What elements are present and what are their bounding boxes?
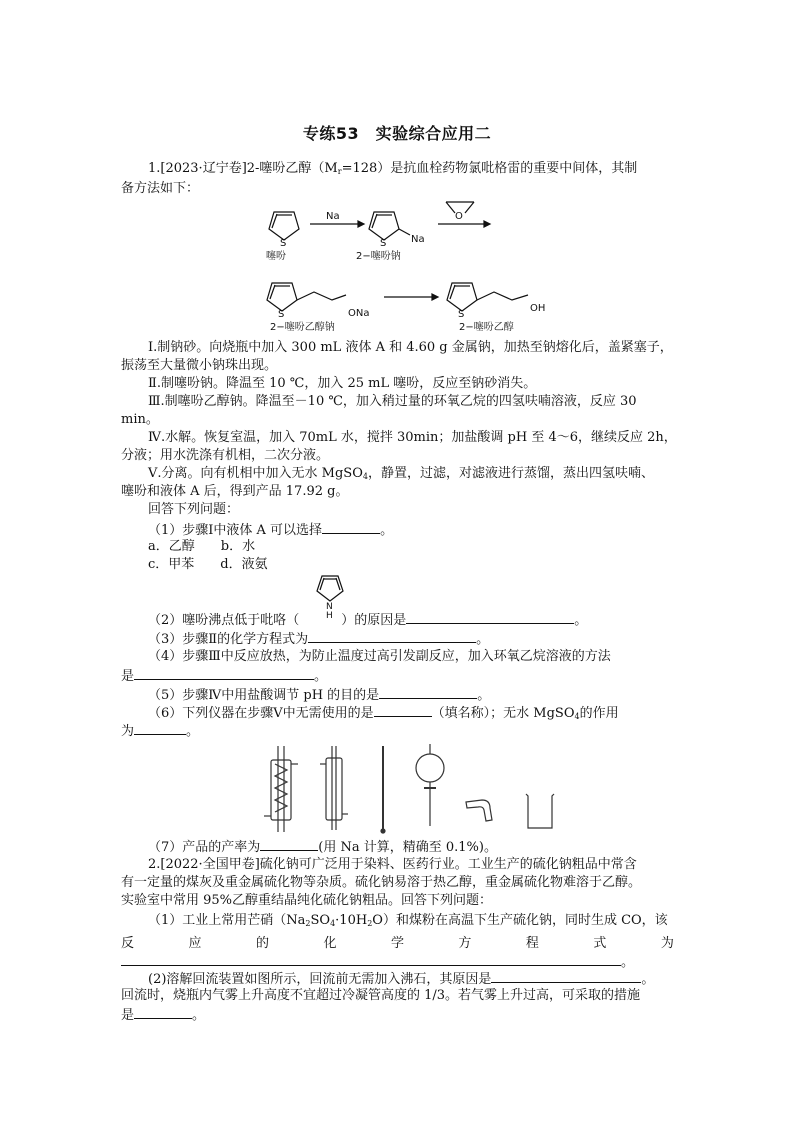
q2-sub1-word: 应 (188, 936, 202, 951)
step1-line1: Ⅰ.制钠砂。向烧瓶中加入 300 mL 液体 A 和 4.60 g 金属钠，加热至钠熔化后，盖紧塞子， (148, 340, 673, 355)
q1-sub6-text-cont2: 的作用 (579, 706, 619, 721)
s-atom-4: S (458, 309, 465, 320)
answer-blank[interactable] (260, 837, 318, 851)
option-c[interactable]: c．甲苯 (148, 557, 195, 572)
step5-text: Ⅴ.分离。向有机相中加入无水 MgSO (148, 466, 363, 481)
q1-sub2-text: （2）噻吩沸点低于吡咯（ (148, 613, 300, 628)
q2-sub1-sub2: 4 (330, 919, 336, 928)
step4-line1: Ⅳ.水解。恢复室温，加入 70mL 水，搅拌 30min；加盐酸调 pH 至 4～6，继续反应 2h， (148, 430, 677, 445)
q2-sub1-text3: ·10H (335, 913, 368, 928)
answer-blank[interactable] (134, 666, 314, 680)
q1-sub7-text: （7）产品的产率为 (148, 840, 261, 855)
q1-sub6-line1 (148, 703, 619, 726)
q2-intro-line3: 实验室中常用 95%乙醇重结晶纯化硫化钠粗品。回答下列问题： (121, 893, 493, 908)
q1-sub1-text: （1）步骤Ⅰ中液体 A 可以选择 (148, 523, 323, 538)
step1-line2: 振荡至大量微小钠珠出现。 (121, 358, 278, 373)
answer-blank[interactable] (308, 629, 476, 643)
q2-sub1-word: 为 (660, 936, 674, 951)
q1-sub6-line2 (121, 721, 199, 741)
q1-sub6-text-b: 为 (121, 724, 135, 739)
q1-sub4-line2 (121, 666, 327, 686)
q2-sub2-text: (2)溶解回流装置如图所示，回流前无需加入沸石，其原因是 (148, 972, 492, 987)
answer-blank[interactable] (406, 610, 574, 624)
q2-sub1-sub1: 2 (305, 919, 311, 928)
answer-blank[interactable] (379, 685, 477, 699)
answer-blank[interactable] (121, 952, 621, 966)
thiophene-ethoxide-structure (267, 283, 346, 311)
q1-sub7-end: (用 Na 计算，精确至 0.1%)。 (318, 840, 497, 855)
q1-sub6-end: 。 (186, 724, 200, 739)
q1-sub5-text: （5）步骤Ⅳ中用盐酸调节 pH 的目的是 (148, 688, 380, 703)
q1-sub2-end: 。 (574, 613, 588, 628)
epoxide-o-label: O (455, 211, 463, 222)
option-d[interactable]: d．液氨 (220, 557, 268, 572)
q2-sub1-word: 方 (458, 936, 472, 951)
separatory-funnel-icon (416, 744, 444, 826)
q2-sub2-end: 。 (192, 1008, 206, 1023)
reaction-scheme (0, 195, 794, 340)
page-title: 专练53 实验综合应用二 (302, 124, 492, 143)
oh-label: OH (530, 303, 546, 314)
q1-intro-text-cont: =128）是抗血栓药物氯吡格雷的重要中间体，其制 (341, 161, 638, 176)
q1-sub5-end: 。 (477, 688, 491, 703)
q1-sub6-text: （6）下列仪器在步骤Ⅴ中无需使用的是 (148, 706, 374, 721)
thermometer-icon (381, 746, 385, 833)
thiophene-sodium-structure (369, 212, 410, 240)
q2-sub1-word: 学 (390, 936, 404, 951)
answer-blank[interactable] (322, 520, 380, 534)
q2-sub1-text: （1）工业上常用芒硝（Na (148, 913, 306, 928)
answer-prompt: 回答下列问题： (148, 502, 240, 517)
q1-intro-line1 (148, 160, 637, 181)
q2-sub1-line1 (148, 912, 668, 933)
q2-sub1-word: 式 (593, 936, 607, 951)
q2-sub1-word: 反 (121, 936, 135, 951)
q1-sub1-end: 。 (380, 523, 394, 538)
q2-sub2-line1 (148, 969, 654, 989)
thiophene-ethanol-structure (447, 283, 528, 311)
step2-line: Ⅱ.制噻吩钠。降温至 10 ℃，加入 25 mL 噻吩，反应至钠砂消失。 (148, 376, 537, 391)
thiophene-ethoxide-caption: 2−噻吩乙醇钠 (270, 322, 335, 333)
q2-intro-line2: 有一定量的煤灰及重金属硫化物等杂质。硫化钠易溶于热乙醇，重金属硫化物难溶于乙醇。 (121, 875, 642, 890)
q1-intro-text: 1.[2023·辽宁卷]2-噻吩乙醇（M (148, 161, 338, 176)
s-atom-3: S (278, 309, 285, 320)
adapter-icon (466, 800, 492, 821)
na-substituent-label: Na (411, 234, 425, 245)
q1-sub6-text-cont: （填名称）；无水 MgSO (431, 706, 575, 721)
q2-sub1-line2 (121, 935, 674, 953)
straight-condenser-icon (320, 746, 348, 830)
q1-intro-line2: 备方法如下： (121, 181, 200, 196)
thiophene-structure (269, 212, 299, 240)
q2-sub2-line2: 回流时，烧瓶内气雾上升高度不宜超过冷凝管高度的 1/3。若气雾上升过高，可采取的措施 (121, 988, 641, 1003)
q1-sub2-text-cont: ）的原因是 (341, 613, 407, 628)
step5-line2: 噻吩和液体 A 后，得到产品 17.92 g。 (121, 484, 349, 499)
q1-sub3-end: 。 (476, 632, 490, 647)
apparatus-figure (0, 742, 794, 837)
step5-text-cont: ，静置，过滤，对滤液进行蒸馏，蒸出四氢呋喃、 (367, 466, 654, 481)
q2-sub1-word: 的 (255, 936, 269, 951)
answer-blank[interactable] (374, 703, 432, 717)
options-row1 (148, 538, 255, 556)
q1-sub3-text: （3）步骤Ⅱ的化学方程式为 (148, 632, 309, 647)
step5-sub: 4 (362, 472, 368, 481)
thiophene-na-caption: 2−噻吩钠 (356, 251, 401, 262)
q1-sub4-line1: （4）步骤Ⅲ中反应放热，为防止温度过高引发副反应，加入环氧乙烷溶液的方法 (148, 649, 611, 664)
spiral-condenser-icon (264, 746, 298, 832)
q2-sub1-text4: O）和煤粉在高温下生产硫化钠，同时生成 CO，该 (372, 913, 668, 928)
q1-sub3 (148, 629, 489, 649)
na-reagent-label: Na (326, 211, 340, 222)
answer-blank[interactable] (134, 721, 186, 735)
q1-sub7 (148, 837, 497, 857)
q2-sub1-word: 程 (525, 936, 539, 951)
q1-sub1 (148, 520, 393, 540)
q1-sub2 (148, 610, 587, 630)
answer-blank[interactable] (134, 1005, 192, 1019)
options-row2 (148, 556, 268, 574)
q2-intro-line1: 2.[2022·全国甲卷]硫化钠可广泛用于染料、医药行业。工业生产的硫化钠粗品中常含 (148, 857, 637, 872)
s-atom-1: S (280, 238, 287, 249)
q2-sub1-text2: SO (310, 913, 331, 928)
step3-line2: min。 (121, 412, 159, 427)
answer-blank[interactable] (491, 969, 641, 983)
s-atom-2: S (380, 238, 387, 249)
q1-sub6-sub: 4 (574, 712, 580, 721)
thiophene-ethanol-caption: 2−噻吩乙醇 (459, 322, 514, 333)
step4-line2: 分液；用水洗涤有机相，二次分液。 (121, 448, 330, 463)
q2-sub1-sub3: 2 (367, 919, 373, 928)
option-a[interactable]: a．乙醇 (148, 539, 195, 554)
q2-sub2-text-end: 。 (641, 972, 655, 987)
option-b[interactable]: b．水 (220, 539, 256, 554)
thiophene-caption: 噻吩 (266, 251, 286, 262)
q2-sub1-end: 。 (621, 955, 635, 970)
q2-sub1-word: 化 (323, 936, 337, 951)
beaker-icon (526, 794, 554, 828)
q2-sub2-line3 (121, 1005, 205, 1025)
q1-sub4-text: 是 (121, 669, 135, 684)
q1-sub5 (148, 685, 490, 705)
pyrrole-h-label: H (326, 611, 333, 621)
pyrrole-n-label: N (326, 602, 333, 612)
q1-intro-sub: r (337, 167, 342, 176)
step3-line1: Ⅲ.制噻吩乙醇钠。降温至－10 ℃，加入稍过量的环氧乙烷的四氢呋喃溶液，反应 30 (148, 394, 637, 409)
q1-sub4-end: 。 (314, 669, 328, 684)
ona-label: ONa (348, 308, 370, 319)
q2-sub2-text-c: 是 (121, 1008, 135, 1023)
